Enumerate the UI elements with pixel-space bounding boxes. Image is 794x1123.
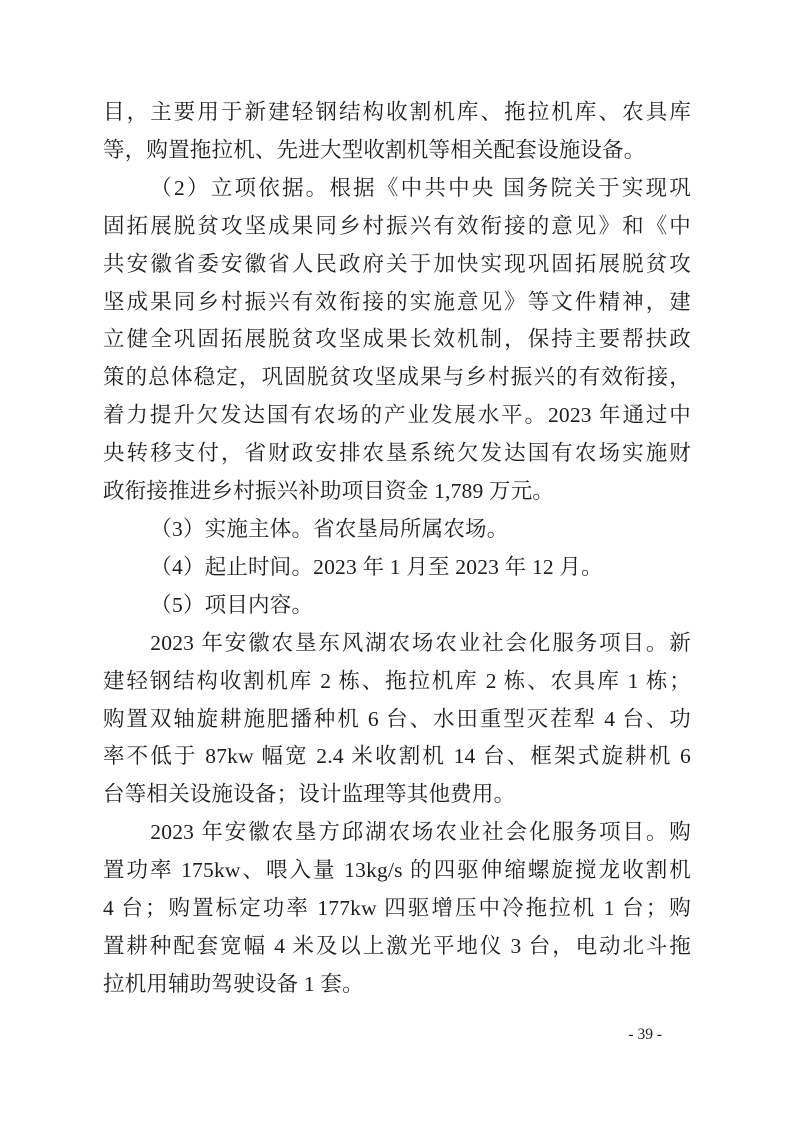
text-line: 购置双轴旋耕施肥播种机 6 台、水田重型灭茬犁 4 台、功 <box>103 706 691 731</box>
text-line: 2023 年安徽农垦东风湖农场农业社会化服务项目。新 <box>150 630 691 655</box>
text-line: （3）实施主体。省农垦局所属农场。 <box>150 516 509 541</box>
paragraph <box>103 511 691 549</box>
text-line: 政衔接推进乡村振兴补助项目资金 1,789 万元。 <box>103 479 555 504</box>
text-line: （2）立项依据。根据《中共中央 国务院关于实现巩 <box>150 175 691 200</box>
text-line: 拉机用辅助驾驶设备 1 套。 <box>103 971 364 996</box>
text-line: 坚成果同乡村振兴有效衔接的实施意见》等文件精神，建 <box>103 289 691 314</box>
paragraph <box>103 94 691 170</box>
text-line: 目，主要用于新建轻钢结构收割机库、拖拉机库、农具库 <box>103 100 691 124</box>
text-line: （5）项目内容。 <box>150 592 314 617</box>
text-line: 2023 年安徽农垦方邱湖农场农业社会化服务项目。购 <box>150 820 691 845</box>
text-line: 央转移支付，省财政安排农垦系统欠发达国有农场实施财 <box>103 441 691 466</box>
text-line: 置耕种配套宽幅 4 米及以上激光平地仪 3 台，电动北斗拖 <box>103 933 691 958</box>
document-body <box>103 94 691 1004</box>
paragraph <box>103 170 691 511</box>
text-line: 着力提升欠发达国有农场的产业发展水平。2023 年通过中 <box>103 403 691 428</box>
paragraph <box>103 549 691 587</box>
text-line: 等，购置拖拉机、先进大型收割机等相关配套设施设备。 <box>103 137 646 162</box>
text-line: 策的总体稳定，巩固脱贫攻坚成果与乡村振兴的有效衔接， <box>103 365 691 390</box>
paragraph <box>103 814 691 1004</box>
page-footer <box>0 1024 794 1046</box>
paragraph <box>103 625 691 815</box>
text-line: 4 台；购置标定功率 177kw 四驱增压中冷拖拉机 1 台；购 <box>103 896 691 921</box>
paragraph <box>103 587 691 625</box>
text-line: 台等相关设施设备；设计监理等其他费用。 <box>103 782 516 807</box>
text-line: 建轻钢结构收割机库 2 栋、拖拉机库 2 栋、农具库 1 栋； <box>103 668 691 693</box>
text-line: （4）起止时间。2023 年 1 月至 2023 年 12 月。 <box>150 554 603 579</box>
page-number: - 39 - <box>628 1026 662 1043</box>
text-line: 立健全巩固拓展脱贫攻坚成果长效机制，保持主要帮扶政 <box>103 327 691 352</box>
text-line: 率不低于 87kw 幅宽 2.4 米收割机 14 台、框架式旋耕机 6 <box>103 744 691 769</box>
text-line: 固拓展脱贫攻坚成果同乡村振兴有效衔接的意见》和《中 <box>103 213 691 238</box>
text-line: 置功率 175kw、喂入量 13kg/s 的四驱伸缩螺旋搅龙收割机 <box>103 858 691 883</box>
text-line: 共安徽省委安徽省人民政府关于加快实现巩固拓展脱贫攻 <box>103 251 691 276</box>
